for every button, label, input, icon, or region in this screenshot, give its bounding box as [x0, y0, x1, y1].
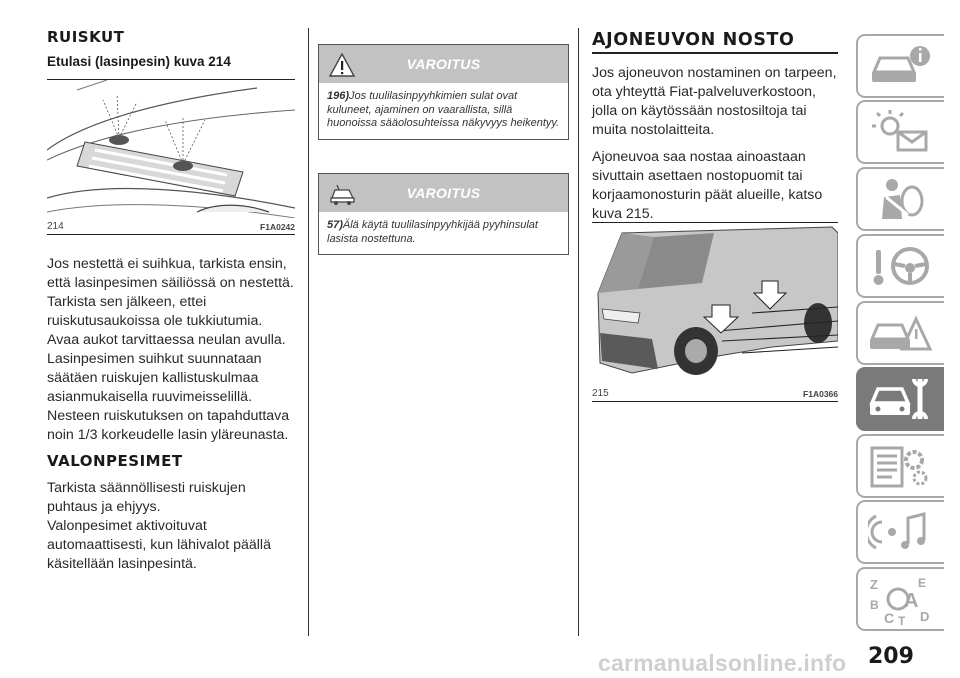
warning-text	[319, 212, 568, 254]
tab-starting-driving[interactable]	[856, 234, 944, 298]
lifting-heading: AJONEUVON NOSTO	[592, 30, 795, 50]
tab-technical-data[interactable]	[856, 434, 944, 498]
tab-warning-lights[interactable]	[856, 100, 944, 164]
car-info-icon	[868, 42, 934, 90]
tab-emergency[interactable]	[856, 301, 944, 365]
section-heading: RUISKUT	[47, 28, 125, 46]
column-divider-2	[578, 28, 579, 636]
headlamp-washer-paragraph: Tarkista säännöllisesti ruiskujen puhtaus ja ehjyys.	[47, 480, 246, 515]
warning-message: Älä käytä tuulilasinpyyhkijää pyyhinsulat lasista nostettuna.	[327, 219, 538, 245]
windshield-washer-illustration	[47, 80, 295, 218]
index-az-icon	[868, 575, 934, 627]
index-letter: B	[870, 598, 879, 612]
index-letter: D	[920, 609, 930, 624]
headlamp-washer-paragraph-2: Valonpesimet aktivoituvat automaattisesti, kun lähivalot päällä käsitellään lasinpesintä.	[47, 518, 271, 572]
section-heading-2: VALONPESIMET	[47, 452, 183, 470]
tab-safety[interactable]	[856, 167, 944, 231]
index-letter: E	[918, 576, 927, 590]
warning-message: Jos tuulilasinpyyhkimien sulat ovat kuluneet, ajaminen on vaarallista, sillä huonoissa sääolosuhteissa näkyvyys heikentyy.	[327, 90, 560, 129]
index-letter: A	[904, 590, 919, 612]
watermark: carmanualsonline.info	[598, 650, 847, 676]
figure-214	[47, 79, 295, 235]
left-column	[47, 28, 295, 574]
warning-number: 196)	[327, 90, 350, 102]
right-column	[592, 30, 838, 224]
figure-215	[592, 222, 838, 402]
washer-paragraph: Jos nestettä ei suihkua, tarkista ensin, että lasinpesimen säiliössä on nestettä. Tarkista sen jälkeen, ettei ruiskutusaukoissa ole tukkiutumia. Avaa aukot tarvittaessa neulan avulla. Lasinpesimen suihkut suunnataan säätäen ruiskujen kallistuskulmaa asianmukaisella ruuvimeisselillä. Nesteen ruiskutuksen on tapahduttava noin 1/3 korkeudelle lasin yläreunasta.	[47, 256, 294, 443]
warning-header	[319, 174, 568, 212]
figure-code: F1A0242	[260, 222, 295, 232]
technical-data-icon	[868, 442, 934, 490]
index-letter: T	[898, 614, 906, 627]
warning-title: VAROITUS	[406, 185, 481, 201]
column-divider-1	[308, 28, 309, 636]
lifting-paragraph: Jos ajoneuvon nostaminen on tarpeen, ota yhteyttä Fiat-palveluverkostoon, jolla on käytössään nostosiltoja tai muita nostolaitteita.	[592, 65, 837, 138]
warning-box-1	[318, 44, 569, 140]
breakdown-car-icon	[868, 309, 934, 357]
figure-caption	[47, 219, 295, 234]
page-number: 209	[868, 644, 914, 669]
car-service-icon	[868, 375, 934, 423]
warning-title: VAROITUS	[406, 56, 481, 72]
figure-number: 215	[592, 388, 609, 399]
index-letter: C	[884, 610, 895, 626]
warning-number: 57)	[327, 219, 343, 231]
lifting-paragraph-2: Ajoneuvoa saa nostaa ainoastaan sivuttain asettaen nostopuomit tai korjaamonosturin päät alueille, katso kuva 215.	[592, 149, 823, 222]
steering-wheel-icon	[868, 242, 934, 290]
index-letter: Z	[870, 577, 878, 592]
tab-multimedia[interactable]	[856, 500, 944, 564]
warning-header	[319, 45, 568, 83]
multimedia-icon	[868, 508, 934, 556]
figure-number: 214	[47, 221, 64, 232]
heading-underline	[592, 52, 838, 54]
figure-caption	[592, 386, 838, 401]
warning-text	[319, 83, 568, 139]
tab-index[interactable]	[856, 567, 944, 631]
safety-airbag-icon	[868, 175, 934, 223]
tab-maintenance[interactable]	[856, 367, 944, 431]
section-subheading: Etulasi (lasinpesin) kuva 214	[47, 54, 231, 69]
warning-box-2	[318, 173, 569, 255]
warning-lights-icon	[868, 108, 934, 156]
figure-code: F1A0366	[803, 389, 838, 399]
van-lifting-points-illustration	[592, 223, 838, 383]
tab-car-info[interactable]	[856, 34, 944, 98]
